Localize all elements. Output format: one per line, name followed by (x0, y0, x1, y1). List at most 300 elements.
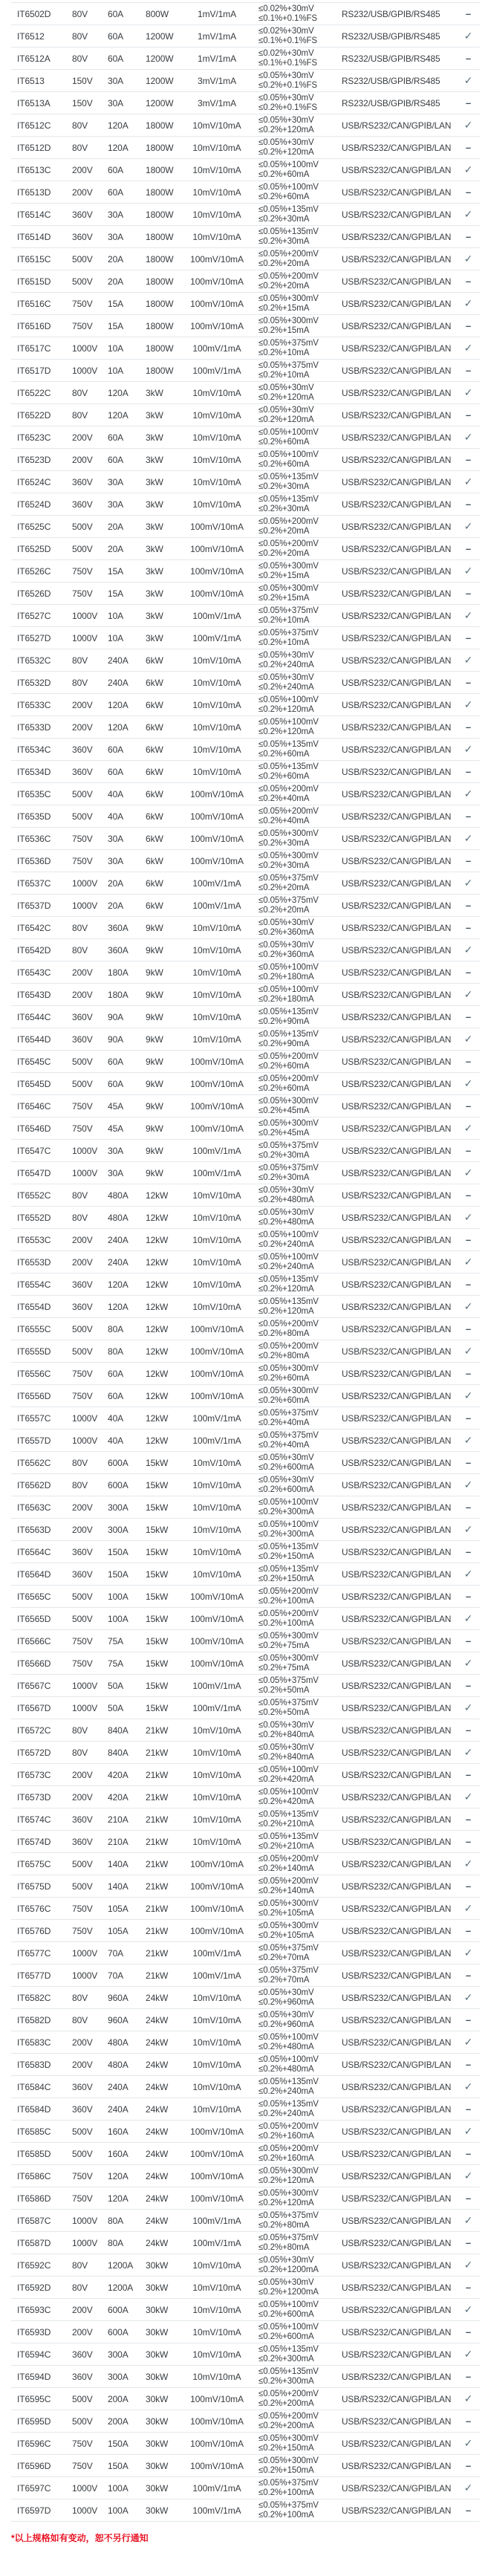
resolution-cell: 100mV/10mA (190, 2416, 244, 2427)
availability-cell (457, 2014, 480, 2025)
current-cell: 200A (108, 2393, 129, 2404)
accuracy-voltage-line: ≤0.05%+200mV (258, 1609, 319, 1618)
accuracy-cell (254, 1921, 342, 1941)
accuracy-cell (254, 138, 342, 158)
interfaces-cell: USB/RS232/CAN/GPIB/LAN (342, 967, 452, 978)
accuracy-cell (254, 2501, 342, 2520)
interfaces-cell: USB/RS232/CAN/GPIB/LAN (342, 1814, 452, 1825)
availability-cell (457, 832, 480, 845)
accuracy-cell (254, 2434, 342, 2453)
accuracy-voltage-line: ≤0.05%+200mV (258, 1074, 319, 1083)
model-cell: IT6526D (17, 588, 51, 599)
accuracy-cell (254, 2167, 342, 2186)
table-row (11, 1140, 480, 1162)
accuracy-voltage-line: ≤0.05%+300mV (258, 851, 319, 860)
table-row (11, 137, 480, 159)
power-cell: 15kW (146, 1591, 169, 1602)
model-cell: IT6553C (17, 1234, 51, 1245)
model-cell: IT6546C (17, 1100, 51, 1112)
accuracy-current-line: ≤0.2%+960mA (258, 2019, 314, 2029)
accuracy-cell (254, 1988, 342, 2008)
power-cell: 6kW (146, 855, 163, 866)
table-row (11, 1586, 480, 1608)
power-cell: 12kW (146, 1190, 169, 1201)
accuracy-voltage-line: ≤0.05%+200mV (258, 1319, 319, 1328)
power-cell: 24kW (146, 2215, 169, 2226)
accuracy-voltage-line: ≤0.05%+100mV (258, 182, 319, 192)
current-cell: 45A (108, 1123, 124, 1134)
check-icon: ✓ (464, 944, 473, 956)
interfaces-cell: USB/RS232/CAN/GPIB/LAN (342, 1034, 452, 1045)
availability-cell (457, 1568, 480, 1580)
accuracy-current-line: ≤0.2%+60mA (258, 771, 310, 781)
interfaces-cell: USB/RS232/CAN/GPIB/LAN (342, 343, 452, 354)
power-cell: 9kW (146, 922, 163, 933)
interfaces-cell: USB/RS232/CAN/GPIB/LAN (342, 1680, 452, 1691)
model-cell: IT6554D (17, 1301, 51, 1312)
accuracy-cell (254, 539, 342, 559)
resolution-cell: 10mV/10mA (192, 721, 241, 733)
voltage-cell: 80V (72, 1479, 88, 1490)
table-row (11, 1630, 480, 1652)
current-cell: 120A (108, 2193, 129, 2204)
interfaces-cell: USB/RS232/CAN/GPIB/LAN (342, 855, 452, 866)
voltage-cell: 80V (72, 120, 88, 131)
model-cell: IT6542D (17, 944, 51, 956)
current-cell: 300A (108, 2349, 129, 2360)
dash-icon: – (465, 721, 472, 733)
model-cell: IT6537D (17, 900, 51, 911)
check-icon: ✓ (464, 788, 473, 799)
availability-cell (457, 1701, 480, 1714)
power-cell: 3kW (146, 610, 163, 621)
table-row (11, 1987, 480, 2009)
resolution-cell: 100mV/10mA (190, 1658, 244, 1669)
interfaces-cell: USB/RS232/CAN/GPIB/LAN (342, 276, 452, 287)
availability-cell (457, 1323, 480, 1334)
accuracy-voltage-line: ≤0.05%+200mV (258, 1051, 319, 1061)
accuracy-cell (254, 918, 342, 938)
availability-cell (457, 877, 480, 889)
interfaces-cell: USB/RS232/CAN/GPIB/LAN (342, 2416, 452, 2427)
accuracy-voltage-line: ≤0.05%+100mV (258, 717, 319, 727)
accuracy-voltage-line: ≤0.05%+30mV (258, 1720, 314, 1730)
accuracy-current-line: ≤0.2%+1200mA (258, 2287, 319, 2297)
accuracy-voltage-line: ≤0.05%+135mV (258, 2344, 319, 2354)
accuracy-voltage-line: ≤0.05%+300mV (258, 2433, 319, 2443)
current-cell: 60A (108, 164, 124, 175)
table-row (11, 1407, 480, 1430)
resolution-cell: 100mV/10mA (190, 543, 244, 554)
availability-cell (457, 1434, 480, 1447)
check-icon: ✓ (464, 1033, 473, 1045)
current-cell: 10A (108, 632, 124, 643)
check-icon: ✓ (464, 1612, 473, 1624)
interfaces-cell: USB/RS232/CAN/GPIB/LAN (342, 1234, 452, 1245)
table-row (11, 2343, 480, 2366)
interfaces-cell: USB/RS232/CAN/GPIB/LAN (342, 2193, 452, 2204)
check-icon: ✓ (464, 832, 473, 844)
interfaces-cell: USB/RS232/CAN/GPIB/LAN (342, 1635, 452, 1647)
table-row (11, 649, 480, 672)
accuracy-cell (254, 1476, 342, 1495)
accuracy-cell (254, 495, 342, 514)
voltage-cell: 500V (72, 1346, 93, 1357)
voltage-cell: 500V (72, 521, 93, 532)
accuracy-cell (254, 2100, 342, 2119)
resolution-cell: 100mV/1mA (192, 877, 241, 889)
availability-cell (457, 855, 480, 866)
table-row (11, 1563, 480, 1586)
table-row (11, 1898, 480, 1920)
accuracy-cell (254, 227, 342, 247)
accuracy-cell (254, 2189, 342, 2208)
table-row (11, 2388, 480, 2410)
current-cell: 160A (108, 2148, 129, 2159)
accuracy-voltage-line: ≤0.05%+200mV (258, 1854, 319, 1863)
accuracy-voltage-line: ≤0.05%+100mV (258, 450, 319, 459)
accuracy-current-line: ≤0.2%+60mA (258, 1373, 310, 1383)
voltage-cell: 200V (72, 699, 93, 710)
accuracy-cell (254, 1052, 342, 1071)
model-cell: IT6564D (17, 1568, 51, 1580)
voltage-cell: 360V (72, 1034, 93, 1045)
current-cell: 20A (108, 877, 124, 889)
check-icon: ✓ (464, 431, 473, 443)
accuracy-cell (254, 1699, 342, 1718)
model-cell: IT6585D (17, 2148, 51, 2159)
accuracy-current-line: ≤0.2%+75mA (258, 1641, 310, 1650)
model-cell: IT6562D (17, 1479, 51, 1490)
resolution-cell: 10mV/10mA (192, 1457, 241, 1468)
accuracy-current-line: ≤0.2%+150mA (258, 2443, 314, 2453)
availability-cell (457, 2125, 480, 2138)
accuracy-cell (254, 27, 342, 46)
voltage-cell: 750V (72, 1635, 93, 1647)
current-cell: 960A (108, 1992, 129, 2003)
accuracy-voltage-line: ≤0.05%+300mV (258, 2166, 319, 2176)
check-icon: ✓ (464, 2214, 473, 2226)
table-row (11, 939, 480, 961)
model-cell: IT6532C (17, 655, 51, 666)
table-row (11, 2299, 480, 2321)
accuracy-voltage-line: ≤0.05%+30mV (258, 1207, 314, 1217)
dash-icon: – (465, 409, 472, 421)
dash-icon: – (465, 766, 472, 777)
accuracy-current-line: ≤0.2%+150mA (258, 2465, 314, 2475)
voltage-cell: 750V (72, 2170, 93, 2181)
current-cell: 40A (108, 1412, 124, 1424)
interfaces-cell: USB/RS232/CAN/GPIB/LAN (342, 1190, 452, 1201)
resolution-cell: 10mV/10mA (192, 2349, 241, 2360)
resolution-cell: 100mV/10mA (190, 2170, 244, 2181)
accuracy-current-line: ≤0.2%+30mA (258, 214, 310, 224)
current-cell: 300A (108, 1502, 129, 1513)
dash-icon: – (465, 2237, 472, 2248)
availability-cell (457, 231, 480, 242)
voltage-cell: 360V (72, 1836, 93, 1847)
availability-cell (457, 97, 480, 108)
current-cell: 1200A (108, 2282, 134, 2293)
model-cell: IT6525C (17, 521, 51, 532)
voltage-cell: 200V (72, 432, 93, 443)
accuracy-current-line: ≤0.1%+0.1%FS (258, 58, 317, 68)
accuracy-cell (254, 807, 342, 826)
dash-icon: – (465, 8, 472, 19)
current-cell: 10A (108, 343, 124, 354)
resolution-cell: 100mV/1mA (192, 2237, 241, 2248)
current-cell: 100A (108, 1591, 129, 1602)
interfaces-cell: USB/RS232/CAN/GPIB/LAN (342, 1568, 452, 1580)
resolution-cell: 100mV/1mA (192, 1435, 241, 1446)
accuracy-cell (254, 1030, 342, 1049)
resolution-cell: 10mV/10mA (192, 2081, 241, 2092)
current-cell: 30A (108, 75, 124, 86)
dash-icon: – (465, 320, 472, 331)
dash-icon: – (465, 2282, 472, 2293)
model-cell: IT6523D (17, 454, 51, 465)
accuracy-current-line: ≤0.2%+120mA (258, 1284, 314, 1294)
accuracy-cell (254, 2211, 342, 2231)
current-cell: 15A (108, 298, 124, 309)
check-icon: ✓ (464, 1657, 473, 1669)
accuracy-current-line: ≤0.2%+30mA (258, 504, 310, 513)
interfaces-cell: USB/RS232/CAN/GPIB/LAN (342, 2081, 452, 2092)
accuracy-cell (254, 1097, 342, 1116)
accuracy-current-line: ≤0.2%+80mA (258, 1351, 310, 1360)
check-icon: ✓ (464, 476, 473, 487)
voltage-cell: 200V (72, 1791, 93, 1803)
current-cell: 480A (108, 1190, 129, 1201)
interfaces-cell: USB/RS232/CAN/GPIB/LAN (342, 588, 452, 599)
availability-cell (457, 2392, 480, 2405)
table-row (11, 337, 480, 360)
interfaces-cell: USB/RS232/CAN/GPIB/LAN (342, 209, 452, 220)
table-row (11, 1831, 480, 1853)
current-cell: 90A (108, 1011, 124, 1022)
availability-cell (457, 1814, 480, 1825)
accuracy-cell (254, 2077, 342, 2097)
interfaces-cell: USB/RS232/CAN/GPIB/LAN (342, 1078, 452, 1089)
check-icon: ✓ (464, 2125, 473, 2137)
table-row (11, 1608, 480, 1630)
accuracy-current-line: ≤0.2%+90mA (258, 1039, 310, 1048)
accuracy-current-line: ≤0.2%+30mA (258, 1172, 310, 1182)
availability-cell (457, 1479, 480, 1491)
model-cell: IT6557D (17, 1435, 51, 1446)
accuracy-voltage-line: ≤0.05%+200mV (258, 1341, 319, 1351)
accuracy-current-line: ≤0.2%+30mA (258, 1150, 310, 1160)
table-row (11, 426, 480, 449)
accuracy-current-line: ≤0.2%+70mA (258, 1953, 310, 1962)
model-cell: IT6575C (17, 1858, 51, 1869)
accuracy-voltage-line: ≤0.05%+30mV (258, 1185, 314, 1195)
model-cell: IT6577D (17, 1970, 51, 1981)
voltage-cell: 1000V (72, 1167, 98, 1178)
resolution-cell: 100mV/1mA (192, 2482, 241, 2494)
interfaces-cell: USB/RS232/CAN/GPIB/LAN (342, 1479, 452, 1490)
check-icon: ✓ (464, 1300, 473, 1312)
model-cell: IT6596D (17, 2460, 51, 2471)
accuracy-cell (254, 317, 342, 336)
accuracy-cell (254, 1342, 342, 1361)
current-cell: 20A (108, 276, 124, 287)
accuracy-voltage-line: ≤0.05%+200mV (258, 516, 319, 526)
model-cell: IT6555D (17, 1346, 51, 1357)
voltage-cell: 500V (72, 543, 93, 554)
accuracy-current-line: ≤0.2%+15mA (258, 571, 310, 580)
power-cell: 1200W (146, 30, 174, 42)
model-cell: IT6594D (17, 2371, 51, 2382)
accuracy-current-line: ≤0.2%+30mA (258, 838, 310, 848)
interfaces-cell: USB/RS232/CAN/GPIB/LAN (342, 2259, 452, 2271)
current-cell: 840A (108, 1747, 129, 1758)
power-cell: 9kW (146, 1011, 163, 1022)
voltage-cell: 80V (72, 1725, 88, 1736)
accuracy-voltage-line: ≤0.05%+100mV (258, 427, 319, 437)
availability-cell (457, 1791, 480, 1803)
current-cell: 40A (108, 1435, 124, 1446)
accuracy-voltage-line: ≤0.05%+100mV (258, 1787, 319, 1797)
interfaces-cell: USB/RS232/CAN/GPIB/LAN (342, 1747, 452, 1758)
table-row (11, 2366, 480, 2388)
accuracy-voltage-line: ≤0.05%+30mV (258, 137, 314, 147)
check-icon: ✓ (464, 2259, 473, 2271)
accuracy-voltage-line: ≤0.05%+375mV (258, 1698, 319, 1707)
voltage-cell: 500V (72, 1056, 93, 1067)
accuracy-cell (254, 2479, 342, 2498)
accuracy-voltage-line: ≤0.05%+100mV (258, 695, 319, 704)
current-cell: 15A (108, 588, 124, 599)
current-cell: 160A (108, 2126, 129, 2137)
interfaces-cell: USB/RS232/CAN/GPIB/LAN (342, 1925, 452, 1936)
check-icon: ✓ (464, 877, 473, 889)
voltage-cell: 360V (72, 744, 93, 755)
dash-icon: – (465, 2416, 472, 2427)
voltage-cell: 200V (72, 2037, 93, 2048)
accuracy-voltage-line: ≤0.05%+100mV (258, 1230, 319, 1239)
power-cell: 3kW (146, 432, 163, 443)
accuracy-current-line: ≤0.2%+10mA (258, 348, 310, 357)
accuracy-voltage-line: ≤0.05%+375mV (258, 2210, 319, 2220)
accuracy-cell (254, 1899, 342, 1918)
interfaces-cell: USB/RS232/CAN/GPIB/LAN (342, 877, 452, 889)
table-row (11, 248, 480, 270)
accuracy-cell (254, 2256, 342, 2275)
availability-cell (457, 2059, 480, 2070)
accuracy-current-line: ≤0.2%+240mA (258, 1262, 314, 1271)
interfaces-cell: USB/RS232/CAN/GPIB/LAN (342, 387, 452, 398)
model-cell: IT6552D (17, 1212, 51, 1223)
check-icon: ✓ (464, 1791, 473, 1803)
resolution-cell: 100mV/10mA (190, 1613, 244, 1624)
model-cell: IT6526C (17, 565, 51, 577)
accuracy-voltage-line: ≤0.05%+300mV (258, 293, 319, 303)
accuracy-current-line: ≤0.2%+120mA (258, 2176, 314, 2185)
availability-cell (457, 944, 480, 956)
voltage-cell: 360V (72, 1011, 93, 1022)
interfaces-cell: USB/RS232/CAN/GPIB/LAN (342, 186, 452, 198)
model-cell: IT6564C (17, 1546, 51, 1557)
power-cell: 3kW (146, 409, 163, 421)
interfaces-cell: USB/RS232/CAN/GPIB/LAN (342, 1212, 452, 1223)
current-cell: 80A (108, 2237, 124, 2248)
accuracy-cell (254, 383, 342, 403)
voltage-cell: 500V (72, 276, 93, 287)
power-cell: 3kW (146, 588, 163, 599)
availability-cell (457, 1657, 480, 1670)
power-cell: 800W (146, 8, 169, 19)
accuracy-voltage-line: ≤0.05%+200mV (258, 2144, 319, 2153)
voltage-cell: 750V (72, 855, 93, 866)
interfaces-cell: USB/RS232/CAN/GPIB/LAN (342, 989, 452, 1000)
interfaces-cell: USB/RS232/CAN/GPIB/LAN (342, 1390, 452, 1401)
interfaces-cell: USB/RS232/CAN/GPIB/LAN (342, 432, 452, 443)
accuracy-current-line: ≤0.2%+960mA (258, 1997, 314, 2007)
voltage-cell: 200V (72, 721, 93, 733)
voltage-cell: 360V (72, 2371, 93, 2382)
accuracy-cell (254, 428, 342, 447)
power-cell: 9kW (146, 1123, 163, 1134)
current-cell: 60A (108, 186, 124, 198)
power-cell: 3kW (146, 499, 163, 510)
voltage-cell: 1000V (72, 2237, 98, 2248)
accuracy-voltage-line: ≤0.02%+30mV (258, 48, 314, 58)
power-cell: 1800W (146, 186, 174, 198)
dash-icon: – (465, 1502, 472, 1513)
accuracy-cell (254, 71, 342, 91)
power-cell: 1800W (146, 276, 174, 287)
accuracy-voltage-line: ≤0.05%+200mV (258, 1586, 319, 1596)
power-cell: 6kW (146, 699, 163, 710)
accuracy-current-line: ≤0.2%+90mA (258, 1016, 310, 1026)
current-cell: 30A (108, 833, 124, 844)
current-cell: 40A (108, 788, 124, 799)
interfaces-cell: USB/RS232/CAN/GPIB/LAN (342, 1435, 452, 1446)
power-cell: 9kW (146, 989, 163, 1000)
current-cell: 600A (108, 2326, 129, 2337)
table-row (11, 2477, 480, 2499)
accuracy-voltage-line: ≤0.05%+375mV (258, 338, 319, 348)
accuracy-cell (254, 473, 342, 492)
accuracy-cell (254, 1966, 342, 1985)
current-cell: 15A (108, 565, 124, 577)
accuracy-cell (254, 1654, 342, 1673)
resolution-cell: 100mV/1mA (192, 1702, 241, 1713)
accuracy-cell (254, 1676, 342, 1696)
table-row (11, 1207, 480, 1229)
power-cell: 6kW (146, 788, 163, 799)
dash-icon: – (465, 1323, 472, 1334)
resolution-cell: 10mV/10mA (192, 387, 241, 398)
interfaces-cell: USB/RS232/CAN/GPIB/LAN (342, 1301, 452, 1312)
table-row (11, 226, 480, 248)
current-cell: 300A (108, 1524, 129, 1535)
table-row (11, 627, 480, 649)
interfaces-cell: USB/RS232/CAN/GPIB/LAN (342, 2505, 452, 2516)
check-icon: ✓ (464, 253, 473, 265)
accuracy-voltage-line: ≤0.05%+300mV (258, 583, 319, 593)
availability-cell (457, 8, 480, 19)
check-icon: ✓ (464, 1256, 473, 1268)
check-icon: ✓ (464, 1858, 473, 1869)
dash-icon: – (465, 1279, 472, 1290)
resolution-cell: 10mV/10mA (192, 476, 241, 487)
accuracy-cell (254, 606, 342, 626)
table-row (11, 270, 480, 293)
accuracy-voltage-line: ≤0.05%+375mV (258, 1430, 319, 1440)
power-cell: 1800W (146, 320, 174, 331)
